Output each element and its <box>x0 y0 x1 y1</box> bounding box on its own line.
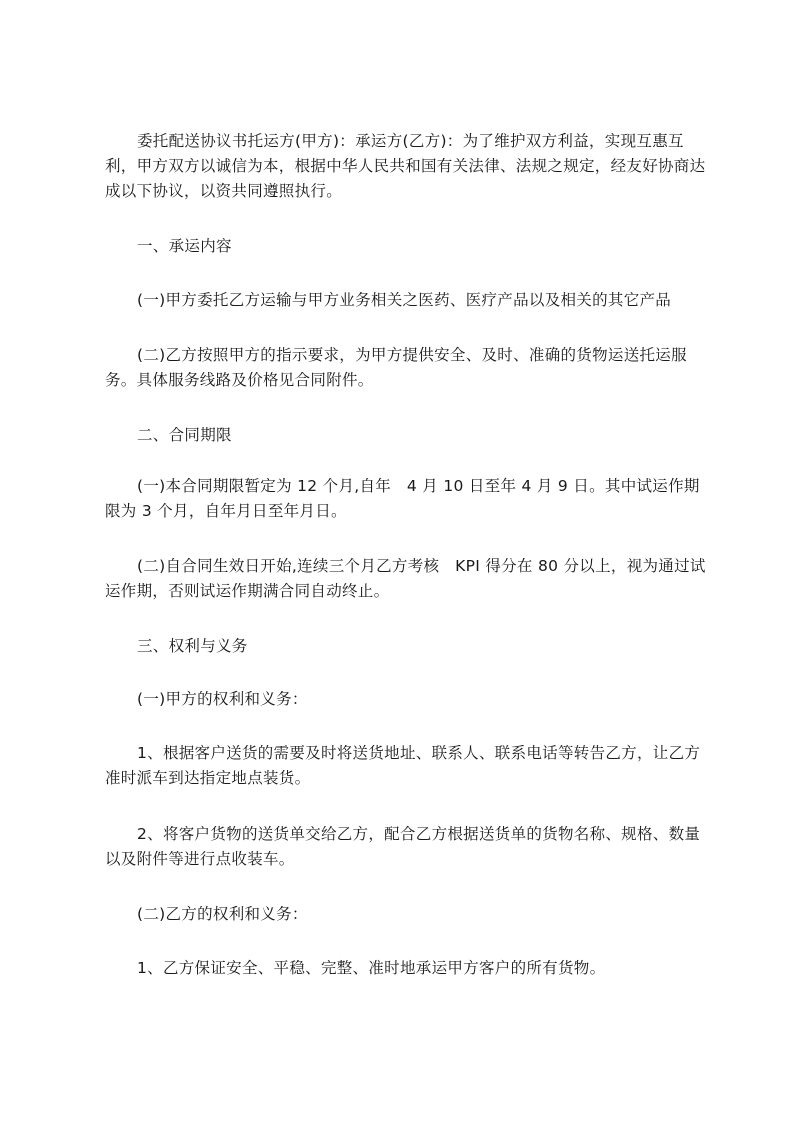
clause-1-2: (二)乙方按照甲方的指示要求，为甲方提供安全、及时、准确的货物运送托运服务。具体服务线路及价格见合同附件。 <box>105 346 687 389</box>
clause-3-1-heading: (一)甲方的权利和义务： <box>137 690 308 708</box>
clause-3-2-item-1: 1、乙方保证安全、平稳、完整、准时地承运甲方客户的所有货物。 <box>137 959 606 977</box>
clause-2-1: (一)本合同期限暂定为 12 个月,自年 4 月 10 日至年 4 月 9 日。其中试运作期限为 3 个月，自年月日至年月日。 <box>105 477 700 520</box>
section-heading-2: 二、合同期限 <box>137 426 232 444</box>
clause-3-1-item-1: 1、根据客户送货的需要及时将送货地址、联系人、联系电话等转告乙方，让乙方准时派车到达指定地点装货。 <box>105 744 701 787</box>
clause-3-1-item-2: 2、将客户货物的送货单交给乙方，配合乙方根据送货单的货物名称、规格、数量以及附件等进行点收装车。 <box>105 825 701 868</box>
section-heading-1: 一、承运内容 <box>137 237 232 255</box>
clause-2-2: (二)自合同生效日开始,连续三个月乙方考核 KPI 得分在 80 分以上，视为通过试运作期，否则试运作期满合同自动终止。 <box>105 557 706 600</box>
intro-paragraph: 委托配送协议书托运方(甲方)：承运方(乙方)：为了维护双方利益，实现互惠互利，甲方双方以诚信为本，根据中华人民共和国有关法律、法规之规定，经友好协商达成以下协议，以资共同遵照执行。 <box>105 132 706 200</box>
clause-1-1: (一)甲方委托乙方运输与甲方业务相关之医药、医疗产品以及相关的其它产品 <box>137 291 672 309</box>
section-heading-3: 三、权利与义务 <box>137 637 248 655</box>
clause-3-2-heading: (二)乙方的权利和义务： <box>137 905 308 923</box>
